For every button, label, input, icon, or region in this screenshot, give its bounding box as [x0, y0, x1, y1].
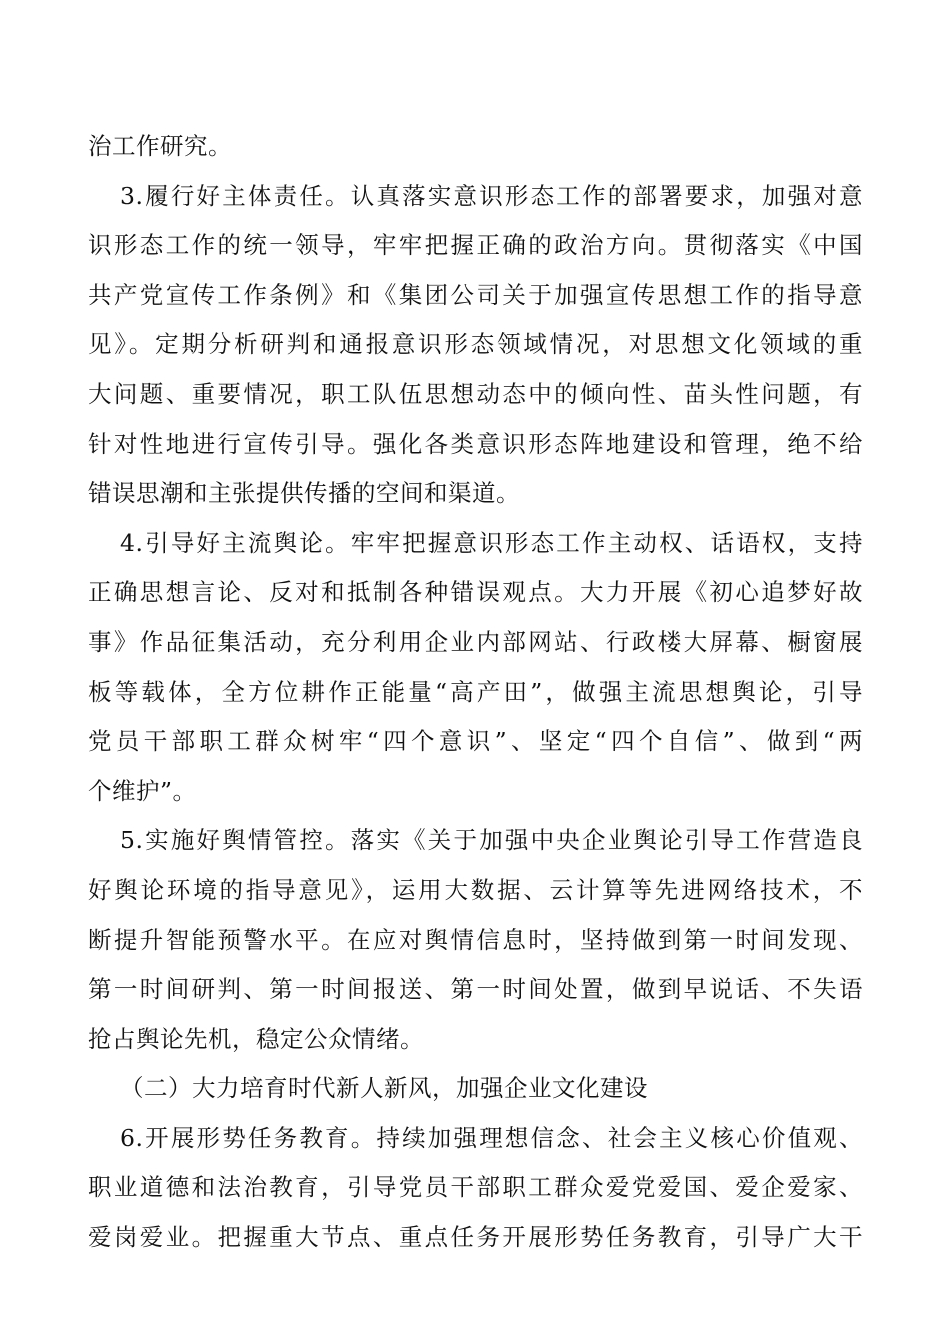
- text-line: 第一时间研判、第一时间报送、第一时间处置，做到早说话、不失语: [88, 975, 863, 1004]
- text-line: 5.实施好舆情管控。落实《关于加强中央企业舆论引导工作营造良: [120, 826, 863, 855]
- text-line: 见》。定期分析研判和通报意识形态领域情况，对思想文化领域的重: [88, 330, 863, 359]
- text-line: 识形态工作的统一领导，牢牢把握正确的政治方向。贯彻落实《中国: [88, 231, 863, 260]
- text-line: 6.开展形势任务教育。持续加强理想信念、社会主义核心价值观、: [120, 1123, 863, 1152]
- text-line: 板等载体，全方位耕作正能量“高产田”，做强主流思想舆论，引导: [88, 677, 863, 706]
- text-line: 针对性地进行宣传引导。强化各类意识形态阵地建设和管理，绝不给: [88, 429, 863, 458]
- document-body: [88, 122, 863, 1263]
- text-line: 3.履行好主体责任。认真落实意识形态工作的部署要求，加强对意: [120, 181, 863, 210]
- text-line: 正确思想言论、反对和抵制各种错误观点。大力开展《初心追梦好故: [88, 578, 863, 607]
- text-line: 共产党宣传工作条例》和《集团公司关于加强宣传思想工作的指导意: [88, 280, 863, 309]
- text-line: 事》作品征集活动，充分利用企业内部网站、行政楼大屏幕、橱窗展: [88, 627, 863, 656]
- text-line: 断提升智能预警水平。在应对舆情信息时，坚持做到第一时间发现、: [88, 925, 863, 954]
- text-line: 4.引导好主流舆论。牢牢把握意识形态工作主动权、话语权，支持: [120, 528, 863, 557]
- text-line: 个维护”。: [88, 776, 197, 805]
- section-heading: （二）大力培育时代新人新风，加强企业文化建设: [120, 1074, 648, 1103]
- text-line: 抢占舆论先机，稳定公众情绪。: [88, 1024, 424, 1053]
- text-line: 职业道德和法治教育，引导党员干部职工群众爱党爱国、爱企爱家、: [88, 1173, 863, 1202]
- text-line: 好舆论环境的指导意见》，运用大数据、云计算等先进网络技术，不: [88, 875, 863, 904]
- text-line: 党员干部职工群众树牢“四个意识”、坚定“四个自信”、做到“两: [88, 727, 863, 756]
- text-line: 大问题、重要情况，职工队伍思想动态中的倾向性、苗头性问题，有: [88, 379, 863, 408]
- text-line: 治工作研究。: [88, 132, 232, 160]
- text-line: 爱岗爱业。把握重大节点、重点任务开展形势任务教育，引导广大干: [88, 1223, 863, 1252]
- text-line: 错误思潮和主张提供传播的空间和渠道。: [88, 479, 520, 508]
